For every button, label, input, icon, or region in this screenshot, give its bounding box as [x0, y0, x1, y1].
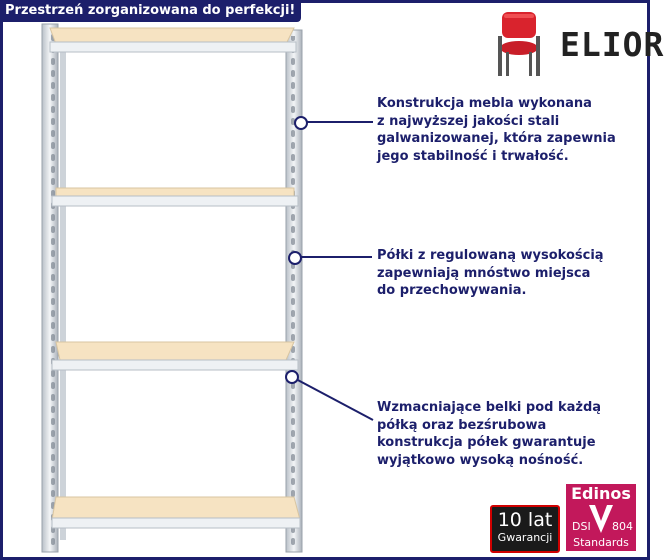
right-upright: [286, 30, 302, 552]
certificate-label: Standards: [573, 536, 629, 549]
callout-dot-3: [285, 370, 299, 384]
callout-text-2: Półki z regulowaną wysokością zapewniają mnóstwo miejsca do przechowywania.: [377, 248, 604, 298]
callout-text-1: Konstrukcja mebla wykonana z najwyższej jakości stali galwanizowanej, która zapewnia jego stabilność i trwałość.: [377, 96, 616, 164]
callout-text-3: Wzmacniające belki pod każdą półką oraz bezśrubowa konstrukcja półek gwarantuje wyjątkowo wysoką nośność.: [377, 400, 602, 468]
callout-dot-1: [294, 116, 308, 130]
callout-dot-2: [288, 251, 302, 265]
shelf-3: [52, 342, 298, 370]
callout-line-3: [290, 374, 375, 424]
shelf-2: [52, 188, 298, 206]
left-upright: [42, 24, 58, 552]
certificate-emblem: [566, 503, 636, 537]
shelf-top: [50, 28, 296, 52]
brand-name: ELIOR: [560, 25, 664, 64]
warranty-years: 10 lat: [497, 509, 553, 531]
certificate-right-code: 804: [612, 520, 633, 533]
chair-icon: [498, 12, 540, 76]
certificate-left-code: DSI: [572, 520, 591, 533]
warranty-badge: [490, 505, 560, 553]
checkmark-icon: [589, 505, 613, 533]
callout-line-1: [303, 121, 373, 123]
shelf-rack-illustration: [38, 20, 308, 555]
page-title: Przestrzeń zorganizowana do perfekcji!: [0, 0, 301, 22]
callout-line-2: [298, 256, 372, 258]
shelf-bottom: [52, 497, 300, 528]
back-upright: [60, 50, 66, 540]
warranty-label: Gwarancji: [497, 531, 553, 544]
certificate-badge: [566, 484, 636, 551]
certificate-brand: Edinos: [571, 484, 631, 503]
